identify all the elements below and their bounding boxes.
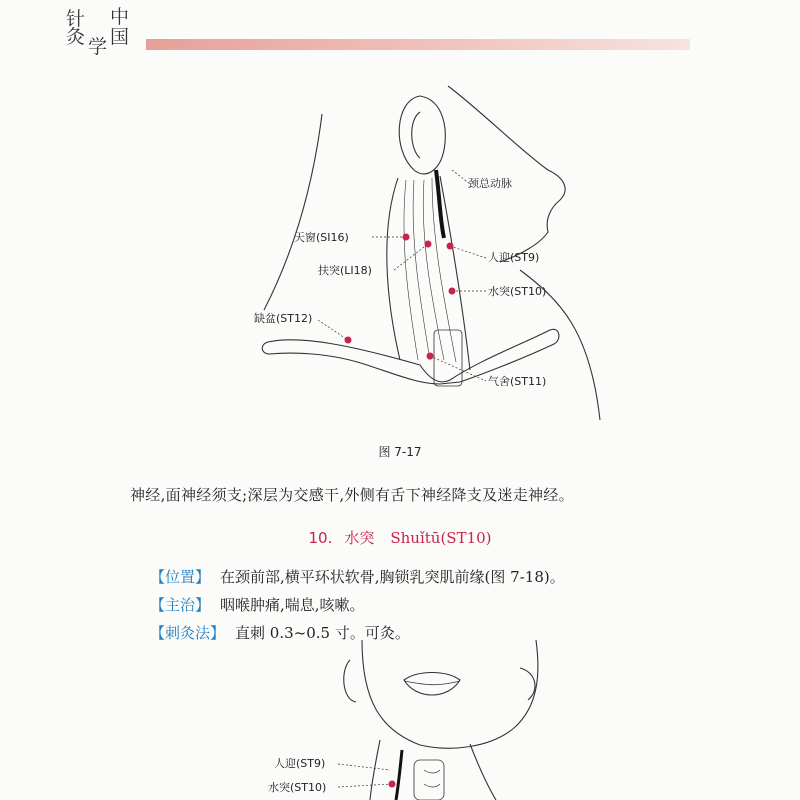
neck-right	[470, 744, 496, 800]
muscle-outline	[387, 178, 400, 360]
logo-char: 灸	[66, 26, 86, 48]
entry-text: 直刺 0.3~0.5 寸。可灸。	[235, 624, 410, 642]
label-tianchuang: 天窗(SI16)	[294, 231, 349, 244]
logo-char: 国	[110, 26, 130, 48]
lips	[404, 673, 460, 696]
entry-indications	[150, 594, 365, 615]
carotid-artery	[436, 170, 444, 238]
label-shuitu-bottom: 水突(ST10)	[268, 781, 327, 794]
label-renying: 人迎(ST9)	[488, 251, 540, 264]
section-number: 10.	[308, 529, 333, 547]
neck-outline	[264, 114, 322, 310]
ear-outline	[399, 96, 445, 174]
label-qishe: 气舍(ST11)	[488, 375, 547, 388]
entry-tag: 【刺灸法】	[150, 624, 226, 642]
entry-tag: 【主治】	[150, 596, 211, 614]
figure-caption: 图 7-17	[378, 445, 422, 459]
acupoint-shuitu-front	[389, 781, 396, 788]
body-paragraph: 神经,面神经须支;深层为交感干,外侧有舌下神经降支及迷走神经。	[130, 486, 574, 504]
entry-method	[150, 622, 410, 643]
acupoint-shuitu	[449, 288, 456, 295]
logo-char: 中	[110, 6, 130, 28]
acupoint-renying	[447, 243, 454, 250]
acupoint-futu	[425, 241, 432, 248]
acupoint-tianchuang	[403, 234, 410, 241]
section-title	[0, 527, 800, 548]
label-shuitu: 水突(ST10)	[488, 285, 547, 298]
ear-left	[344, 660, 356, 702]
entry-location	[150, 566, 565, 587]
face-outline	[362, 640, 538, 748]
jaw-outline	[448, 86, 565, 262]
section-name: 水突	[344, 529, 375, 547]
logo-char: 学	[88, 36, 108, 58]
label-quepen: 缺盆(ST12)	[254, 312, 313, 325]
entry-tag: 【位置】	[150, 568, 211, 586]
entry-text: 咽喉肿痛,喘息,咳嗽。	[220, 596, 365, 614]
label-futu: 扶突(LI18)	[318, 264, 372, 277]
entry-text: 在颈前部,横平环状软骨,胸锁乳突肌前缘(图 7-18)。	[220, 568, 565, 586]
ear-right	[520, 668, 535, 700]
label-carotid: 颈总动脉	[468, 177, 512, 190]
section-pinyin: Shuǐtū(ST10)	[390, 529, 492, 547]
acupoint-qishe	[427, 353, 434, 360]
neck-left	[370, 740, 380, 800]
logo-char: 针	[66, 8, 86, 30]
carotid-artery-front	[396, 750, 402, 800]
label-renying-bottom: 人迎(ST9)	[274, 757, 326, 770]
acupoint-quepen	[345, 337, 352, 344]
